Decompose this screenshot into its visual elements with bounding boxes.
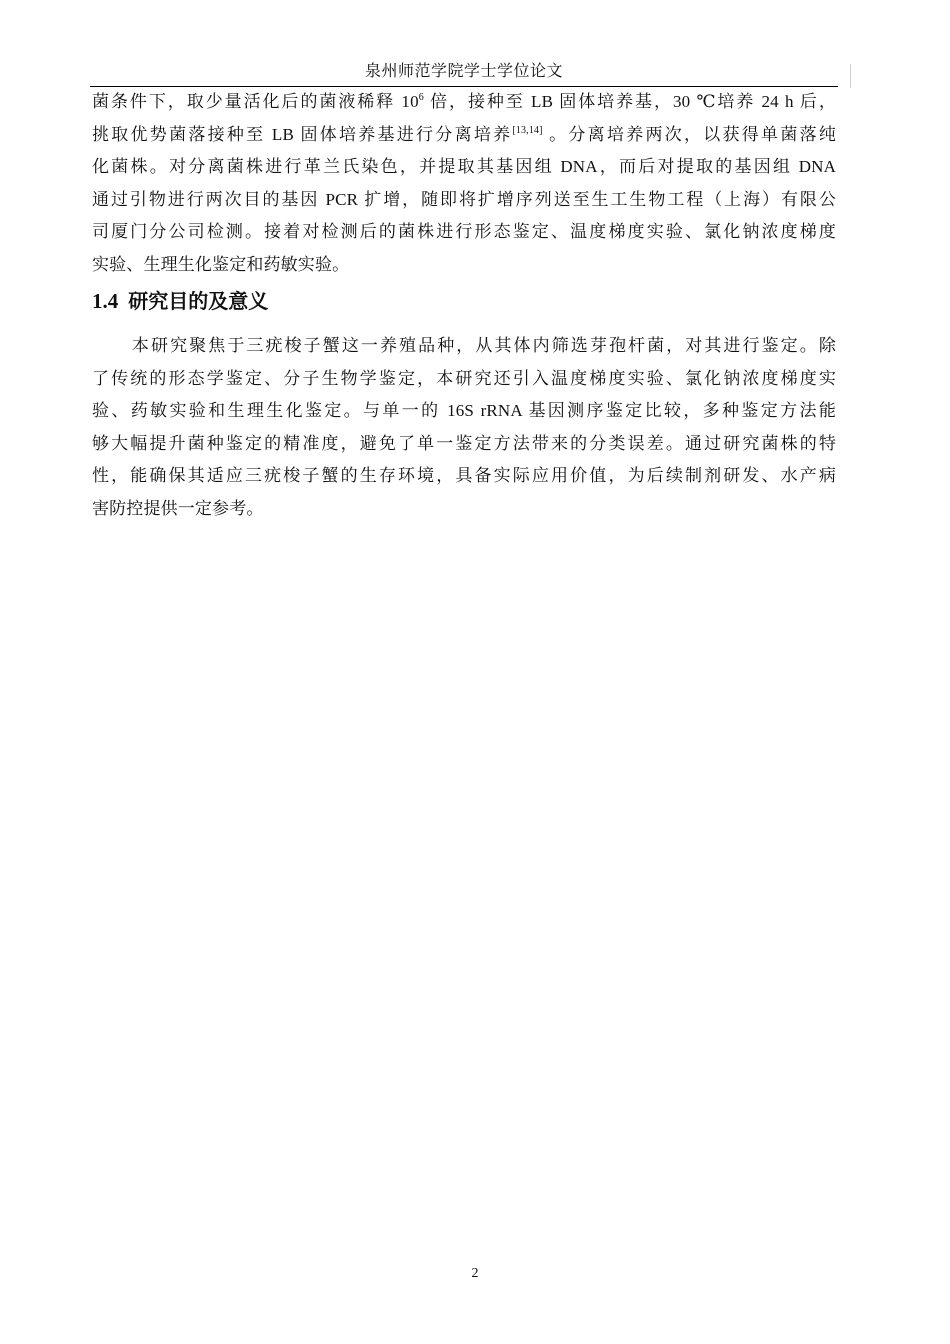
text-segment: 倍，接种至 LB 固体培养基，30 ℃培养 24 h 后，: [423, 92, 836, 111]
paragraph-purpose: [92, 330, 836, 526]
text-line: 通过引物进行两次目的基因 PCR 扩增，随即将扩增序列送至生工生物工程（上海）有限公: [92, 189, 836, 209]
text-segment: 。分离培养两次，以获得单菌落纯: [542, 124, 837, 144]
text-line: 实验、生理生化鉴定和药敏实验。: [92, 254, 350, 274]
section-title: 研究目的及意义: [128, 289, 269, 313]
paragraph-methods: [92, 86, 836, 282]
text-line: [92, 86, 836, 119]
text-line: 验、药敏实验和生理生化鉴定。与单一的 16S rRNA 基因测序鉴定比较，多种鉴定方法能: [92, 401, 836, 421]
text-line: 性，能确保其适应三疣梭子蟹的生存环境，具备实际应用价值，为后续制剂研发、水产病: [92, 466, 836, 486]
page-number: 2: [471, 1266, 479, 1281]
text-line: [92, 119, 836, 152]
text-segment: 挑取优势菌落接种至 LB 固体培养基进行分离培养: [92, 124, 513, 144]
margin-marker: [850, 64, 851, 88]
text-segment: 菌条件下，取少量活化后的菌液稀释 10: [92, 92, 419, 111]
superscript-exponent: 6: [418, 92, 424, 103]
section-number: 1.4: [92, 289, 119, 313]
text-line: 够大幅提升菌种鉴定的精准度，避免了单一鉴定方法带来的分类误差。通过研究菌株的特: [92, 433, 836, 453]
citation-reference: [13,14]: [512, 124, 543, 136]
section-heading: [92, 286, 268, 316]
text-line: 司厦门分公司检测。接着对检测后的菌株进行形态鉴定、温度梯度实验、氯化钠浓度梯度: [92, 222, 836, 242]
text-line: 了传统的形态学鉴定、分子生物学鉴定，本研究还引入温度梯度实验、氯化钠浓度梯度实: [92, 368, 836, 388]
text-line: 害防控提供一定参考。: [92, 498, 264, 518]
text-segment: 本研究聚焦于三疣梭子蟹这一养殖品种，从其体内筛选芽孢杆菌，对其进行鉴定。除: [130, 336, 836, 355]
text-line: 化菌株。对分离菌株进行革兰氏染色，并提取其基因组 DNA，而后对提取的基因组 DNA: [92, 157, 836, 177]
text-line: [92, 330, 836, 363]
page-header: 泉州师范学院学士学位论文: [364, 63, 563, 80]
